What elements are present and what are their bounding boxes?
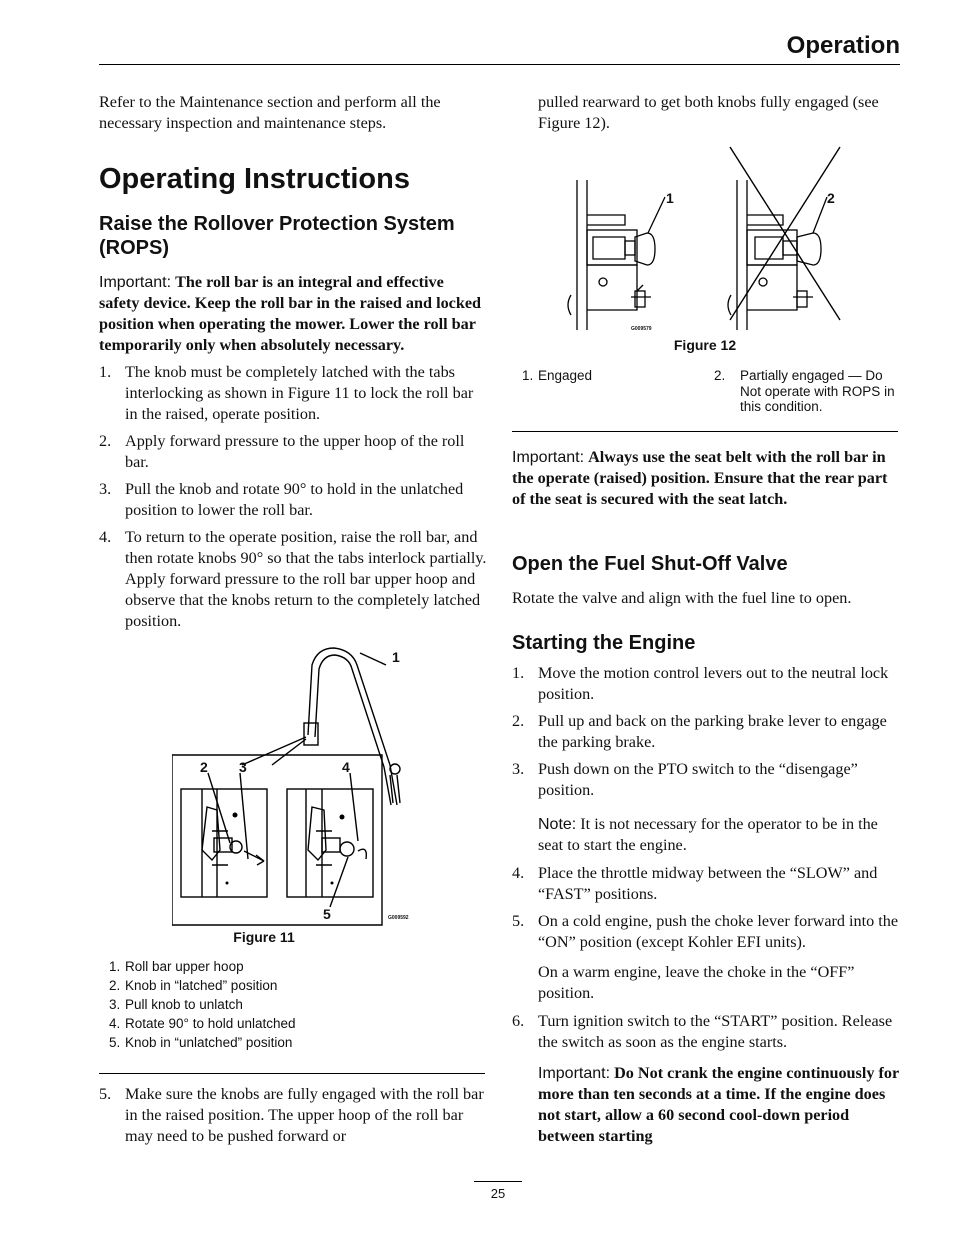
left-column	[99, 92, 487, 638]
important-label: Important:	[99, 274, 172, 291]
warm-engine-text: On a warm engine, leave the choke in the “OFF” position.	[538, 963, 855, 1002]
fuel-valve-text: Rotate the valve and align with the fuel line to open.	[512, 589, 852, 607]
callout-3: 3	[239, 759, 247, 775]
figure-11-illustration	[172, 645, 422, 930]
figure-code: G009579	[631, 326, 652, 332]
header-rule	[99, 64, 900, 65]
step-5-continuation: pulled rearward to get both knobs fully engaged (see Figure 12).	[538, 93, 879, 132]
figure-11-legend	[99, 957, 487, 1052]
important-cranking: Important: Do Not crank the engine continuously for more than ten seconds at a time. If the engine does not start, allow a 60 second cool-down period between starting	[538, 1064, 899, 1145]
starting-engine-heading: Starting the Engine	[512, 632, 696, 654]
figure-11-caption: Figure 11	[233, 929, 295, 945]
knob-engagement-drawing	[565, 145, 845, 340]
start-steps-b	[512, 863, 900, 959]
callout-2: 2	[827, 190, 835, 206]
list-item: 3. Push down on the PTO switch to the “disengage” position.	[512, 760, 858, 799]
callout-2: 2	[200, 759, 208, 775]
figure-12-caption: Figure 12	[673, 337, 737, 353]
legend-item: 4. Rotate 90° to hold unlatched	[109, 1016, 296, 1031]
figure-12-legend-item-2: 2. Partially engaged — Do Not operate with ROPS in this condition.	[714, 368, 895, 414]
page-heading: Operating Instructions	[99, 163, 410, 195]
figure-11-divider	[99, 1073, 485, 1074]
footer-rule	[474, 1181, 522, 1182]
rops-steps	[99, 362, 487, 632]
figure-code: G009592	[388, 915, 409, 921]
callout-1: 1	[666, 190, 674, 206]
callout-1: 1	[392, 649, 400, 665]
important-note	[99, 272, 487, 356]
important-seatbelt: Important: Always use the seat belt with the roll bar in the operate (raised) position. Ensure that the rear part of the seat is secured with the seat latch.	[512, 448, 888, 508]
callout-4: 4	[342, 759, 350, 775]
section-title: Operation	[786, 32, 900, 59]
important-text: The roll bar is an integral and effective safety device. Keep the roll bar in the raised and locked position when operating the mower. Lower the roll bar temporarily only when absolutely necessary.	[99, 273, 482, 354]
legend-item: 1. Roll bar upper hoop	[109, 959, 244, 974]
list-item: 5. Make sure the knobs are fully engaged with the roll bar in the raised position. The upper hoop of the roll bar may need to be pushed forward or	[99, 1085, 484, 1145]
list-item: 2. Apply forward pressure to the upper hoop of the roll bar.	[99, 432, 465, 471]
legend-item: 5. Knob in “unlatched” position	[109, 1035, 293, 1050]
list-item: 5. On a cold engine, push the choke lever forward into the “ON” position (except Kohler EFI units).	[512, 912, 899, 951]
rollbar-drawing	[172, 645, 422, 930]
figure-12-divider	[512, 431, 898, 432]
list-item: 6. Turn ignition switch to the “START” position. Release the switch as soon as the engine starts.	[512, 1012, 893, 1051]
legend-item: 2. Knob in “latched” position	[109, 978, 278, 993]
rops-heading: Raise the Rollover Protection System (ROPS)	[99, 213, 455, 259]
start-steps-a	[512, 663, 900, 807]
page-number: 25	[490, 1186, 506, 1201]
legend-item: 3. Pull knob to unlatch	[109, 997, 243, 1012]
start-step-6	[512, 1011, 900, 1059]
list-item: 2. Pull up and back on the parking brake lever to engage the parking brake.	[512, 712, 887, 751]
list-item: 3. Pull the knob and rotate 90° to hold in the unlatched position to lower the roll bar.	[99, 480, 464, 519]
list-item: 1. Move the motion control levers out to the neutral lock position.	[512, 664, 889, 703]
figure-12-illustration	[565, 145, 845, 340]
fuel-valve-heading: Open the Fuel Shut-Off Valve	[512, 553, 788, 575]
list-item: 4. To return to the operate position, raise the roll bar, and then rotate knobs 90° so that the tabs interlock partially. Apply forward pressure to the roll bar upper hoop and observe that the knobs return to the completely latched position.	[99, 528, 487, 630]
list-item: 1. The knob must be completely latched with the tabs interlocking as shown in Figure 11 to lock the roll bar in the raised, operate position.	[99, 363, 474, 423]
callout-5: 5	[323, 906, 331, 922]
figure-12-legend-item-1: 1. Engaged	[522, 368, 593, 383]
note-paragraph: Note: It is not necessary for the operator to be in the seat to start the engine.	[538, 815, 878, 854]
rops-step-5	[99, 1084, 487, 1153]
list-item: 4. Place the throttle midway between the “SLOW” and “FAST” positions.	[512, 864, 878, 903]
intro-paragraph: Refer to the Maintenance section and perform all the necessary inspection and maintenance steps.	[99, 93, 441, 132]
